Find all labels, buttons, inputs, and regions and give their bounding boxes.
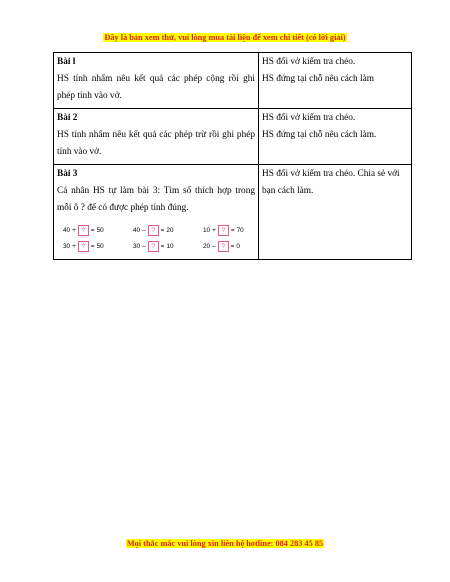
operand: 40 [133,226,141,234]
result: 50 [96,242,104,250]
blank-box: ? [148,225,159,236]
equals-sign: = [230,226,235,234]
blank-box: ? [78,225,89,236]
action-line: HS đổi vở kiểm tra chéo. [262,57,356,67]
lesson-table [53,52,412,260]
equation [63,225,133,236]
activity-text: Cá nhân HS tự làm bài 3: Tìm số thích hợp trong mỗi ô ? để có được phép tính đúng. [57,186,255,213]
result: 20 [166,226,174,234]
action-line: HS đứng tại chỗ nêu cách làm [262,74,374,84]
operand: 20 [203,242,211,250]
operand: 40 [63,226,71,234]
blank-box: ? [148,241,159,252]
table-row [54,165,412,260]
equals-sign: = [160,242,165,250]
equals-sign: = [160,226,165,234]
exercise-title: Bài 2 [57,113,78,123]
operator: – [142,226,146,234]
action-line: HS đứng tại chỗ nêu cách làm. [262,130,377,140]
equals-sign: = [90,242,95,250]
equation [203,225,265,236]
exercise-title: Bài 3 [57,169,78,179]
activity-cell [54,109,259,165]
operand: 10 [203,226,211,234]
preview-notice-banner [0,27,450,45]
equation [133,225,203,236]
student-action-cell [259,165,412,260]
result: 0 [236,242,240,250]
activity-text: HS tính nhẩm nêu kết quả các phép cộng rồi ghi phép tính vào vở. [57,74,255,101]
equals-sign: = [230,242,235,250]
operator: – [212,242,216,250]
operator: + [72,242,76,250]
preview-notice-text: Đây là bản xem thử, vui lòng mua tài liệu để xem chi tiết (có lời giải) [104,33,346,42]
operator: + [212,226,216,234]
action-line: HS đổi vở kiểm tra chéo. [262,113,356,123]
hotline-footer [0,533,450,551]
operator: + [72,226,76,234]
equation [63,241,133,252]
student-action-cell [259,53,412,109]
operator: – [142,242,146,250]
result: 10 [166,242,174,250]
equation [133,241,203,252]
operand: 30 [133,242,141,250]
table-row [54,53,412,109]
activity-text: HS tính nhẩm nêu kết quả các phép trừ rồi ghi phép tính vào vở. [57,130,255,157]
equation-grid [63,225,255,252]
operand: 30 [63,242,71,250]
result: 70 [236,226,244,234]
equals-sign: = [90,226,95,234]
student-action-cell [259,109,412,165]
exercise-title: Bài l [57,57,76,67]
equation [203,241,265,252]
activity-cell [54,165,259,260]
table-row [54,109,412,165]
activity-cell [54,53,259,109]
blank-box: ? [218,225,229,236]
hotline-text: Mọi thắc mắc vui lòng xin liên hệ hotline: 084 283 45 85 [126,539,324,548]
action-text: HS đổi vở kiểm tra chéo. Chia sẻ với bạn cách làm. [262,169,400,196]
result: 50 [96,226,104,234]
blank-box: ? [218,241,229,252]
blank-box: ? [78,241,89,252]
